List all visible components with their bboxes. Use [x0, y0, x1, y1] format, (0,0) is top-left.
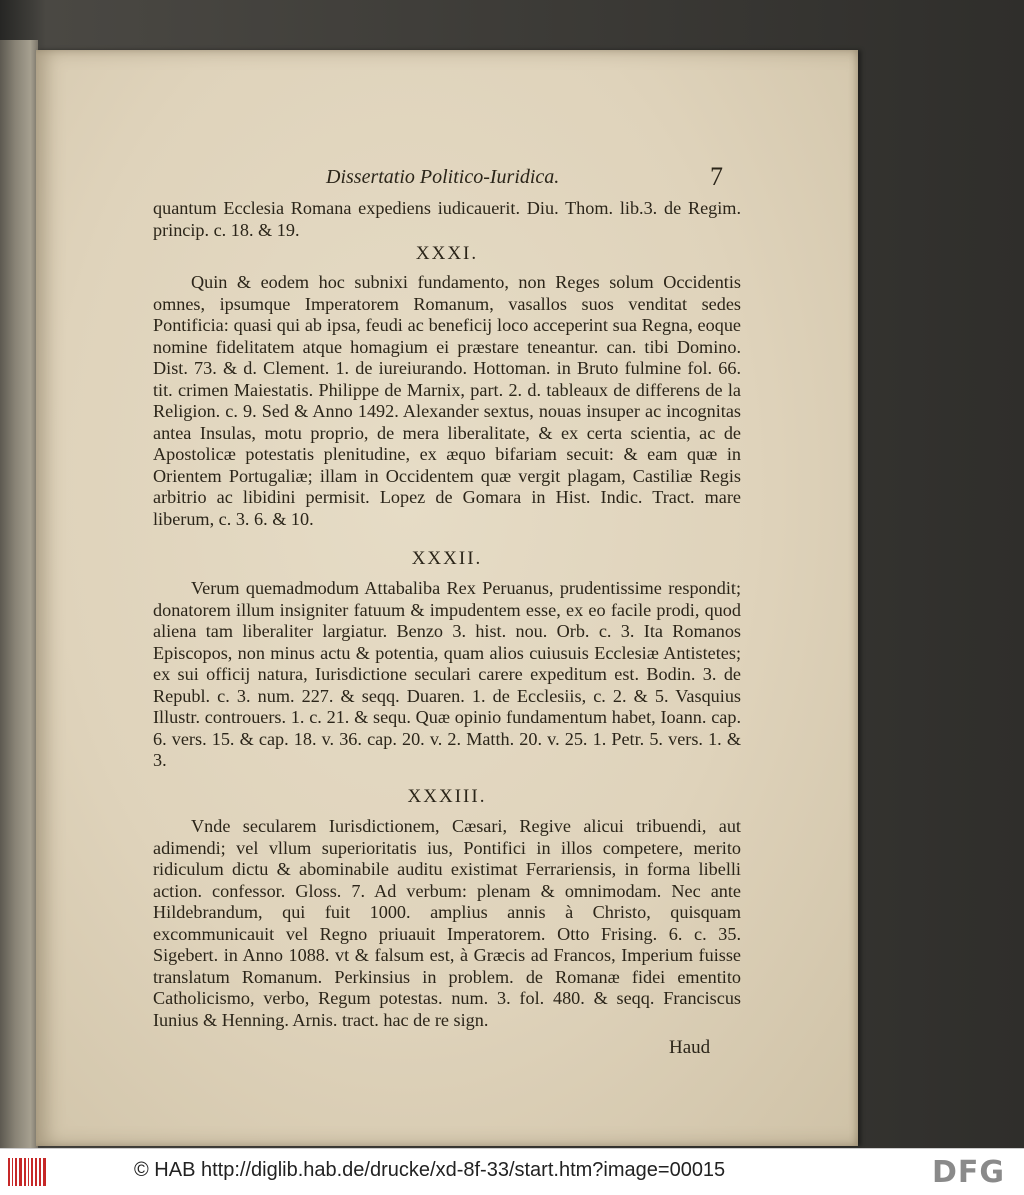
page-number: 7 — [710, 162, 723, 191]
barcode-icon — [8, 1158, 48, 1186]
section-text-block — [153, 816, 741, 1031]
section-text-block — [153, 578, 741, 772]
footer-bar — [0, 1148, 1024, 1195]
opening-text-block — [153, 198, 741, 241]
catchword: Haud — [669, 1037, 711, 1058]
section-paragraph: Quin & eodem hoc subnixi fundamento, non Reges solum Occidentis omnes, ipsumque Imperatorem Romanum, vasallos suos venditat sedes Pontificia: quasi qui ab ipsa, feudi ac beneficij loco acceperint sua Regna, eoque nomine fidelitatem atque homagium ei præstare teneantur. can. tibi Domino. Dist. 73. & d. Clement. 1. de iureiurando. Hottoman. in Bruto fulmine fol. 66. tit. crimen Maiestatis. Philippe de Marnix, part. 2. d. tableaux de differens de la Religion. c. 9. Sed & Anno 1492. Alexander sextus, nouas insuper ac incognitas antea Insulas, motu proprio, de mera liberalitate, & ex certa scientia, ac de Apostolicæ potestatis plenitudine, ex æquo bifariam secuit: & eam quæ in Orientem Portugaliæ; illam in Occidentem quæ vergit plagam, Castiliæ Regis arbitrio ac libidini permisit. Lopez de Gomara in Hist. Indic. Tract. mare liberum, c. 3. 6. & 10. — [153, 272, 741, 529]
previous-page-edge — [0, 40, 38, 1148]
section-number: XXXI. — [415, 243, 479, 264]
footer-copyright-link[interactable]: © HAB http://diglib.hab.de/drucke/xd-8f-33/start.htm?image=00015 — [134, 1159, 726, 1181]
section-number: XXXIII. — [407, 786, 487, 807]
dfg-logo: DFG — [932, 1155, 1006, 1190]
section-paragraph: Verum quemadmodum Attabaliba Rex Peruanus, prudentissime respondit; donatorem illum insigniter fatuum & impudentem esse, ex eo facile prodi, quod aliena tam liberaliter largiatur. Benzo 3. hist. nou. Orb. c. 3. Ita Romanos Episcopos, non minus actu & potentia, quam alios cuiusuis Ecclesiæ Antistetes; ex sui officij natura, Iurisdictione seculari carere expeditum est. Bodin. 3. de Republ. c. 3. num. 227. & seqq. Duaren. 1. de Ecclesiis, c. 2. & 5. Vasquius Illustr. controuers. 1. c. 21. & sequ. Quæ opinio fundamentum habet, Ioann. cap. 6. vers. 15. & cap. 18. v. 36. cap. 20. v. 2. Matth. 20. v. 25. 1. Petr. 5. vers. 1. & 3. — [153, 578, 741, 770]
section-paragraph: Vnde secularem Iurisdictionem, Cæsari, Regive alicui tribuendi, aut adimendi; vel vllum superioritatis ius, Pontifici in illos competere, merito ridiculum dictu & abominabile auditu existimat Ferrariensis, in forma libelli action. confessor. Gloss. 7. Ad verbum: plenam & omnimodam. Nec ante Hildebrandum, qui fuit 1000. amplius annis à Christo, quisquam excommunicauit vel Regno priuauit Imperatorem. Otto Frising. 6. c. 35. Sigebert. in Anno 1088. vt & falsum est, à Græcis ad Francos, Imperium fuisse translatum Romanum. Perkinsius in problem. de Romanæ fidei ementito Catholicismo, verbo, Regum potestas. num. 3. fol. 480. & seqq. Franciscus Iunius & Henning. Arnis. tract. hac de re sign. — [153, 816, 741, 1030]
book-page — [36, 50, 858, 1146]
section-text-block — [153, 272, 741, 530]
running-head: Dissertatio Politico-Iuridica. — [326, 166, 560, 188]
opening-text: quantum Ecclesia Romana expediens iudicauerit. Diu. Thom. lib.3. de Regim. princip. c. 18. & 19. — [153, 198, 741, 240]
section-number: XXXII. — [411, 548, 483, 569]
